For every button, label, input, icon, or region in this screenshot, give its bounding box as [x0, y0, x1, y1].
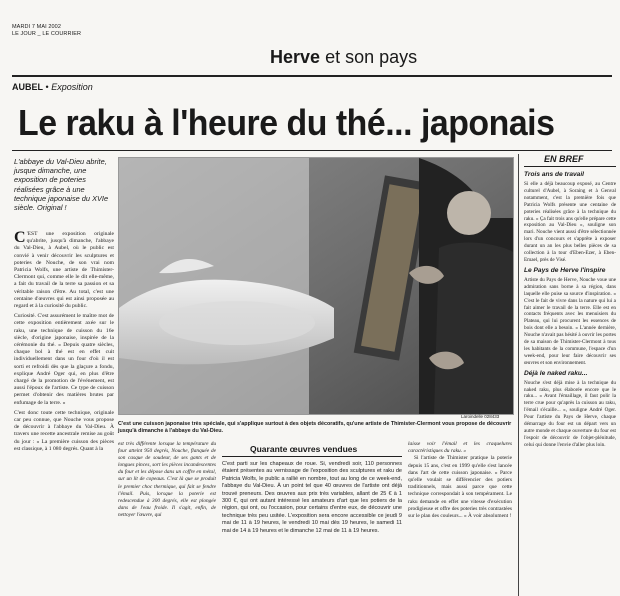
section-title-rest: et son pays: [325, 47, 418, 67]
article-paragraph: laisse voir l'émail et les craquelures caractéristiques du raku. »: [408, 441, 512, 455]
brief-title: Le Pays de Herve l'inspire: [524, 266, 606, 274]
section-title-bold: Herve: [270, 47, 321, 67]
article-photo: [118, 157, 514, 415]
sidebar-rule: [524, 166, 616, 167]
article-paragraph: Curiosité. C'est assurément le maître mot de cette exposition entièrement axée sur le raku, une technique de cuisson du 16e siècle, d'origine japonaise, inspirée de la cérémonie du thé. « Depuis quatre siècles, chaque bol à thé est en effet cuit individuellement dans un four d'où il est sorti et refroidi dès que la glaçure a fondu, explique André Oger qui, en plus d'être chargé de la promotion de l'événement, est aussi l'époux de l'artiste. Ce type de cuisson permet d'obtenir des matières brutes par enfumage de la terre. »: [14, 313, 114, 406]
headline-rule: [12, 150, 612, 151]
sidebar-divider: [518, 154, 519, 596]
photo-caption: C'est une cuisson japonaise très spéciale, qui s'applique surtout à des objets décoratifs, qu'une artiste de Thimister-Clermont vous propose de découvrir jusqu'à dimanche à l'abbaye du Val-Dieu.: [118, 421, 512, 434]
masthead: [12, 24, 81, 38]
article-column-3: C'est parti sur les chapeaux de roue. Si, vendredi soir, 110 personnes étaient présentes au vernissage de l'exposition des sculptures et raku de Patricia Wolfs, le public a rallié en nombre, tout au long de ce week-end, l'abbaye du Val-Dieu. À un point tel que 40 œuvres de l'artiste ont déjà trouvé preneurs. Des œuvres aux prix très variables, allant de 25 € à 1 300 €, qui ont autant intéressé les amateurs d'art que les potiers de la région, qui ont, ou l'occasion, pour certains d'entre eux, de découvrir une technique très peu usitée. L'exposition sera encore accessible ce jeudi 9 mai de 11 à 19 heures, le vendredi 10 mai dès 19 heures, le samedi 11 mai de 14 à 19 heures et le dimanche 12 mai de 11 à 19 heures.: [222, 461, 402, 534]
subheading-rule: [222, 456, 402, 457]
subheading: Quarante œuvres vendues: [250, 444, 358, 454]
kicker: [12, 82, 93, 92]
article-column-4: [408, 441, 512, 520]
brief-title: Trois ans de travail: [524, 171, 584, 178]
article-column-2: est très différente lorsque la température du four atteint 950 degrés, Nouche, flanquée de son casque de soudeur, de ses gants et de longues pinces, sort les pièces incandescentes du four et les dépose dans un coffre en métal, sur un lit de copeaux. C'est là que se produit le premier choc thermique, qui fait se fendre l'émail. Puis, lorsque la poterie est redescendue à 300 degrés, elle est plongée dans de l'eau froide. Il s'agit, enfin, de nettoyer l'œuvre, qui: [118, 441, 216, 518]
article-paragraph: Si l'artiste de Thimister pratique la poterie depuis 15 ans, c'est en 1999 qu'elle s'est lancée dans l'art de cette cuisson japonaise. « Parce qu'elle voulait se différencier des potiers traditionnels, mais aussi parce que cette technique correspondait à son tempérament. Le raku demande en effet une vitesse d'exécution prodigieuse et offre des poteries très contrastées sur le plan des couleurs... » À voir absolument !: [408, 455, 512, 520]
brief-text: Artiste du Pays de Herve, Nouche voue une admiration sans borne à sa région, dans laquelle elle puise sa source d'inspiration. « C'est le fait de vivre dans la nature qui lui a fait aimer le travail de la terre. Elle est en contacts fréquents avec les menuisiers du Plateau, qui lui procurent les essences de bois dont elle a besoin. » L'année dernière, Nouche n'avait pas hésité à ouvrir les portes de sa maison de Thimister-Clermont à tous les habitants de la commune, l'espace d'un week-end, pour leur faire découvrir ses œuvres et son environnement.: [524, 276, 616, 366]
article-paragraph: [14, 231, 114, 310]
paragraph-text: 'EST une exposition originale qu'abrite, jusqu'à dimanche, l'abbaye du Val-Dieu, à Aubel, où le public est convié à venir découvrir les sculptures et poteries de Nouche, de son vrai nom Patricia Wolfs, une artiste de Thimister-Clermont qui, comme elle le dit elle-même, a fait du travail de la terre sa passion et sa véritable raison d'être. Au total, c'est une centaine d'œuvres qui est ainsi proposée au regard et à la curiosité du public.: [14, 231, 114, 310]
kicker-bullet: •: [45, 82, 49, 92]
article-paragraph: C'est donc toute cette technique, originale car peu connue, que Nouche vous propose de découvrir à l'abbaye du Val-Dieu. À travers une recette ancestrale remise au goût du jour : « La première cuisson des pièces est classique, à 1 080 degrés. Quant à la: [14, 409, 114, 452]
en-bref-sidebar: [524, 154, 616, 449]
brief-title: Déjà le naked raku...: [524, 369, 588, 377]
newspaper-name: LE JOUR _ LE COURRIER: [12, 31, 82, 37]
sidebar-label: EN BREF: [544, 154, 584, 164]
photo-credit: Laroindelle 028433: [461, 414, 500, 419]
top-rule: [12, 75, 612, 77]
intro-standfirst: L'abbaye du Val-Dieu abrite, jusque dimanche, une exposition de poteries réalisées grâce à une technique japonaise du XVIe siècle. Original !: [14, 157, 109, 213]
photo-illustration: [119, 158, 514, 415]
issue-date: MARDI 7 MAI 2002: [12, 24, 61, 30]
section-title: [270, 47, 417, 68]
drop-cap: C: [14, 229, 26, 246]
article-column-1: [14, 231, 114, 456]
headline: Le raku à l'heure du thé... japonais: [18, 102, 555, 143]
brief-text: Si elle a déjà beaucoup exposé, au Centre culturel d'Aubel, à Soraing et à Genval notamment, c'est la première fois que Patricia Wolfs présente une centaine de poteries réalisées grâce à la technique du raku. « Ça fait trois ans qu'elle prépare cette exposition au Val-Dieu », souligne son mari. Nouche vient aussi d'être sélectionnée lors d'un concours et s'apprête à exposer durant un an les plus belles pièces de sa collection à la tour d'Eben-Ezer, à Eben-Emael, près de Visé.: [524, 181, 616, 263]
brief-text: Nouche s'est déjà mise à la technique du naked raku, plus élaborée encore que le raku... « Avant l'émaillage, il faut polir la terre crue pour qu'après la cuisson au raku, l'émail s'écaille... », souligne André Oger. Pour l'artiste du Pays de Herve, chaque démarrage du four est un départ vers un autre monde et chaque ouverture du four est l'espoir de découvrir de l'objet-plénitude, celui qui donne l'envie d'aller plus loin.: [524, 379, 616, 448]
kicker-place: AUBEL: [12, 82, 43, 92]
kicker-category: Exposition: [51, 82, 93, 92]
